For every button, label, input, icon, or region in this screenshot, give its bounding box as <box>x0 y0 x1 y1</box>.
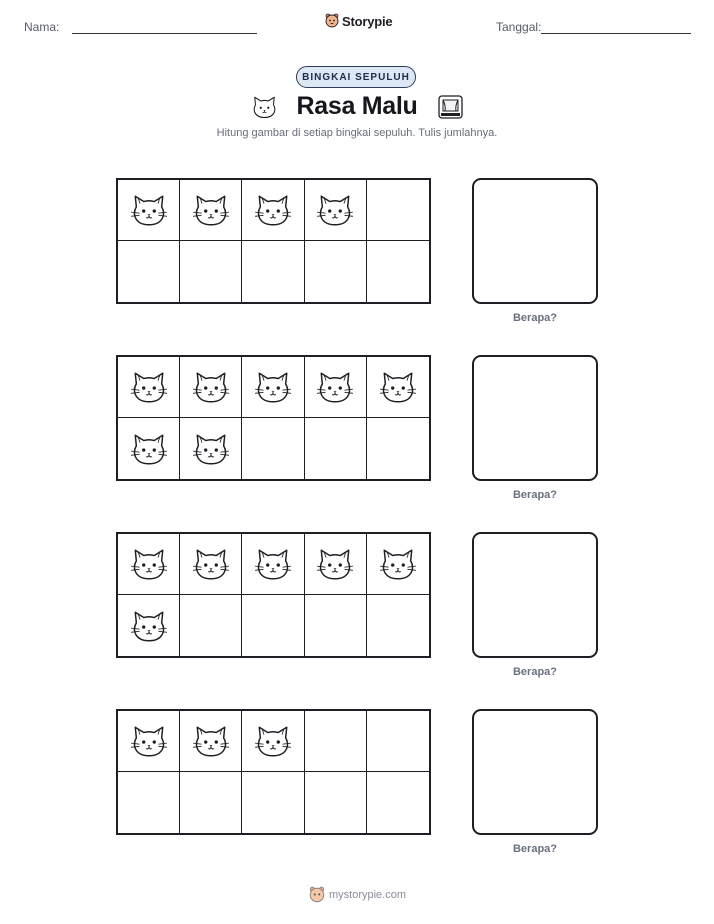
cat-face-icon <box>316 370 354 404</box>
cat-face-icon <box>130 193 168 227</box>
ten-frame-cell <box>305 711 367 772</box>
ten-frame-cell <box>118 180 180 241</box>
cat-face-icon <box>130 724 168 758</box>
answer-box[interactable] <box>472 178 598 304</box>
worksheet-title: Rasa Malu <box>296 92 418 120</box>
ten-frame <box>116 709 431 835</box>
answer-label: Berapa? <box>512 489 558 501</box>
date-label: Tanggal: <box>496 20 542 34</box>
ten-frame-cell <box>242 241 304 302</box>
ten-frame <box>116 355 431 481</box>
ten-frame-cell <box>180 534 242 595</box>
cat-face-icon <box>254 193 292 227</box>
storypie-mascot-icon <box>309 886 325 904</box>
ten-frame-cell <box>180 772 242 833</box>
ten-frame-cell <box>180 357 242 418</box>
ten-frame-cell <box>242 357 304 418</box>
ten-frame <box>116 178 431 304</box>
date-write-line[interactable] <box>541 33 691 34</box>
ten-frame-cell <box>242 180 304 241</box>
cat-face-icon <box>316 547 354 581</box>
cat-face-icon <box>130 370 168 404</box>
ten-frame-cell <box>305 595 367 656</box>
cat-face-icon <box>254 370 292 404</box>
answer-box[interactable] <box>472 355 598 481</box>
answer-label: Berapa? <box>512 312 558 324</box>
answer-label: Berapa? <box>512 666 558 678</box>
ten-frame <box>116 532 431 658</box>
ten-frame-cell <box>118 357 180 418</box>
ten-frame-cell <box>242 772 304 833</box>
ten-frame-cell <box>305 357 367 418</box>
instructions: Hitung gambar di setiap bingkai sepuluh. Tulis jumlahnya. <box>216 127 498 139</box>
cat-face-icon <box>130 432 168 466</box>
answer-box[interactable] <box>472 709 598 835</box>
ten-frame-cell <box>118 711 180 772</box>
ten-frame-cell <box>367 241 429 302</box>
ten-frame-cell <box>118 534 180 595</box>
name-write-line[interactable] <box>72 33 257 34</box>
ten-frame-cell <box>180 241 242 302</box>
ten-frame-cell <box>305 534 367 595</box>
storypie-mascot-icon <box>325 13 339 29</box>
answer-box[interactable] <box>472 532 598 658</box>
ten-frame-cell <box>367 595 429 656</box>
worksheet-type-badge: BINGKAI SEPULUH <box>296 66 416 88</box>
answer-label: Berapa? <box>512 843 558 855</box>
brand-logo <box>325 13 392 29</box>
cat-face-icon <box>379 370 417 404</box>
ten-frame-cell <box>180 418 242 479</box>
footer <box>309 886 406 904</box>
name-label: Nama: <box>24 20 60 34</box>
ten-frame-cell <box>180 711 242 772</box>
cat-face-icon <box>130 609 168 643</box>
brand-name: Storypie <box>342 13 393 29</box>
ten-frame-cell <box>118 418 180 479</box>
ten-frame-cell <box>118 595 180 656</box>
ten-frame-cell <box>367 772 429 833</box>
cat-face-icon <box>192 724 230 758</box>
cat-face-icon <box>192 432 230 466</box>
cat-face-icon <box>254 724 292 758</box>
ten-frame-cell <box>242 711 304 772</box>
ten-frame-cell <box>305 772 367 833</box>
footer-url[interactable]: mystorypie.com <box>329 889 407 901</box>
ten-frame-cell <box>367 418 429 479</box>
cat-face-icon <box>130 547 168 581</box>
ten-frame-cell <box>305 241 367 302</box>
cat-face-icon <box>192 193 230 227</box>
ten-frame-cell <box>242 418 304 479</box>
cat-face-icon <box>316 193 354 227</box>
ten-frame-cell <box>367 357 429 418</box>
cat-face-icon <box>254 547 292 581</box>
ten-frame-cell <box>180 595 242 656</box>
ten-frame-cell <box>242 534 304 595</box>
cat-face-icon <box>192 547 230 581</box>
cat-face-icon <box>379 547 417 581</box>
ten-frame-cell <box>180 180 242 241</box>
ten-frame-cell <box>305 418 367 479</box>
cat-face-icon <box>192 370 230 404</box>
ten-frame-cell <box>118 772 180 833</box>
ten-frame-cell <box>118 241 180 302</box>
ten-frame-cell <box>242 595 304 656</box>
ten-frame-cell <box>367 711 429 772</box>
ten-frame-cell <box>367 534 429 595</box>
ten-frame-cell <box>367 180 429 241</box>
ten-frame-cell <box>305 180 367 241</box>
puppet-theater-icon <box>437 93 464 121</box>
